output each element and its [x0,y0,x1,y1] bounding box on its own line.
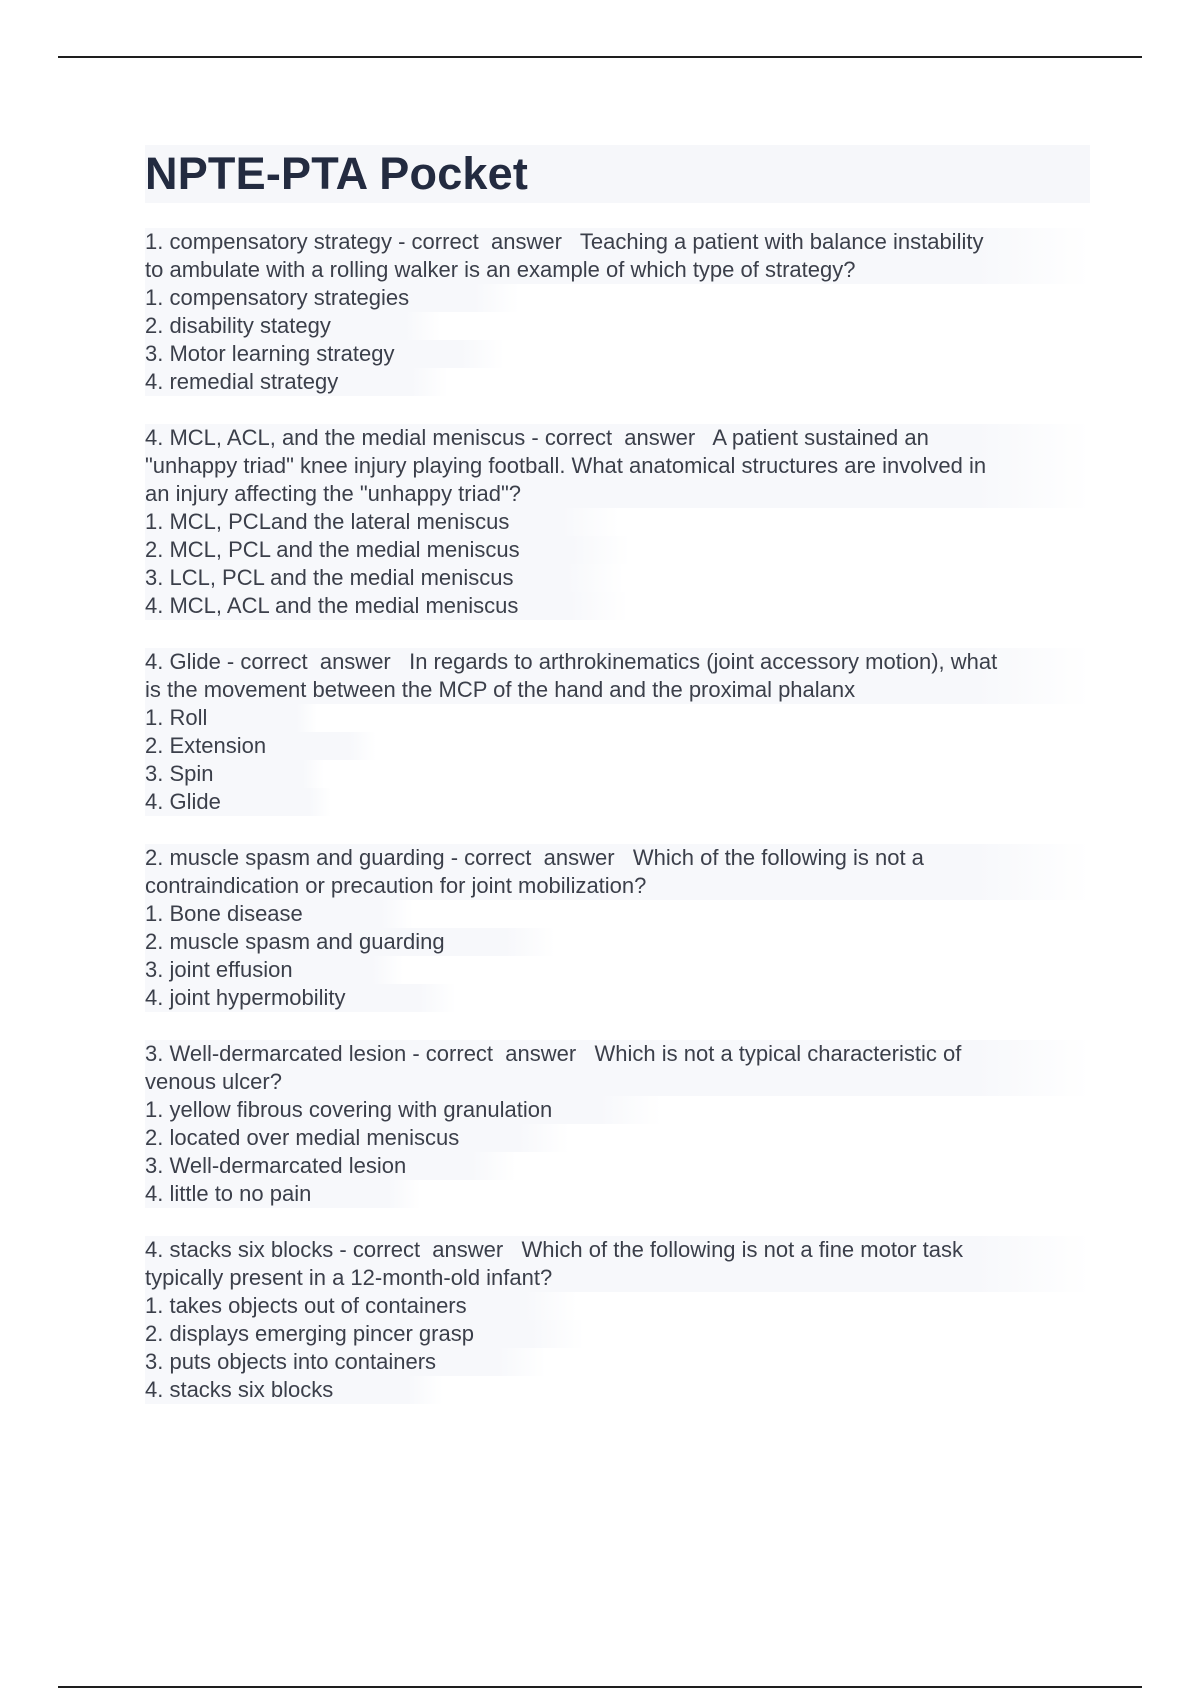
answer-option: 3. joint effusion [145,956,403,984]
qa-item [145,424,1090,620]
answer-option: 2. muscle spasm and guarding [145,928,555,956]
question-text-line: 4. stacks six blocks - correct answer Which of the following is not a fine motor task [145,1236,1090,1264]
answer-option: 4. joint hypermobility [145,984,456,1012]
question-text-line: an injury affecting the "unhappy triad"? [145,480,1090,508]
top-rule [58,56,1142,58]
answer-option: 1. Roll [145,704,317,732]
answer-option: 4. little to no pain [145,1180,421,1208]
question-text-line: 3. Well-dermarcated lesion - correct answer Which is not a typical characteristic of [145,1040,1090,1068]
question-text-line: to ambulate with a rolling walker is an example of which type of strategy? [145,256,1090,284]
answer-option: 2. Extension [145,732,376,760]
question-text-line: typically present in a 12-month-old infant? [145,1264,1090,1292]
answer-option: 3. Well-dermarcated lesion [145,1152,516,1180]
answer-option: 3. puts objects into containers [145,1348,546,1376]
qa-item [145,844,1090,1012]
question-text-line: contraindication or precaution for joint mobilization? [145,872,1090,900]
question-text-line: 2. muscle spasm and guarding - correct answer Which of the following is not a [145,844,1090,872]
question-text-line: 4. Glide - correct answer In regards to arthrokinematics (joint accessory motion), what [145,648,1090,676]
answer-option: 1. yellow fibrous covering with granulation [145,1096,662,1124]
qa-item [145,1236,1090,1404]
answer-option: 1. MCL, PCLand the lateral meniscus [145,508,619,536]
answer-option: 1. Bone disease [145,900,413,928]
answer-option: 1. takes objects out of containers [145,1292,577,1320]
question-text-line: "unhappy triad" knee injury playing football. What anatomical structures are involved in [145,452,1090,480]
answer-option: 2. MCL, PCL and the medial meniscus [145,536,630,564]
question-text-line: 4. MCL, ACL, and the medial meniscus - correct answer A patient sustained an [145,424,1090,452]
answer-option: 3. LCL, PCL and the medial meniscus [145,564,624,592]
answer-option: 4. Glide [145,788,331,816]
answer-option: 2. displays emerging pincer grasp [145,1320,584,1348]
answer-option: 2. disability stategy [145,312,441,340]
answer-option: 1. compensatory strategies [145,284,519,312]
answer-option: 4. remedial strategy [145,368,448,396]
answer-option: 4. MCL, ACL and the medial meniscus [145,592,628,620]
answer-option: 3. Spin [145,760,324,788]
qa-item [145,648,1090,816]
answer-option: 2. located over medial meniscus [145,1124,569,1152]
bottom-rule [58,1686,1142,1688]
qa-item [145,228,1090,396]
answer-option: 3. Motor learning strategy [145,340,504,368]
answer-option: 4. stacks six blocks [145,1376,443,1404]
document-title: NPTE-PTA Pocket [145,148,529,199]
question-text-line: venous ulcer? [145,1068,1090,1096]
qa-list [145,228,1090,1432]
question-text-line: 1. compensatory strategy - correct answer Teaching a patient with balance instability [145,228,1090,256]
question-text-line: is the movement between the MCP of the hand and the proximal phalanx [145,676,1090,704]
qa-item [145,1040,1090,1208]
